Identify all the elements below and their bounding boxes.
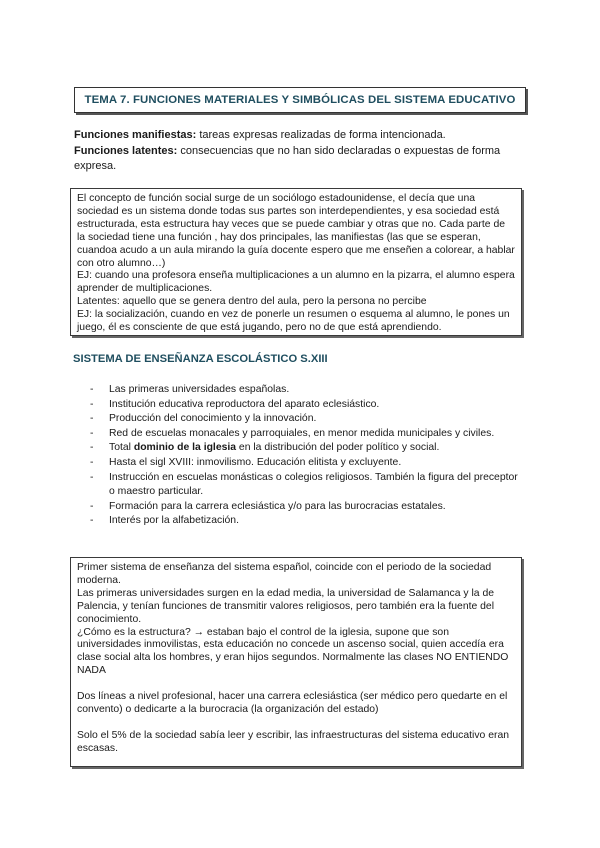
emphasis: dominio de la iglesia (133, 442, 237, 454)
list-item: - Producción del conocimiento y la innovación. (90, 412, 520, 427)
paragraph-gap (77, 678, 515, 691)
box-paragraph: Primer sistema de enseñanza del sistema español, coincide con el periodo de la sociedad moderna. (77, 562, 492, 586)
box-paragraph: El concepto de función social surge de un sociólogo estadounidense, el decía que una sociedad es un sistema donde todas sus partes son interdependientes, y esa sociedad está estructurada, esta estructura hay veces que se puede cambiar y otras que no. Cada parte de la sociedad tiene una función , hay dos principales, las manifiestas (las que se esperan, cuandoa acudo a un aula mirando la guía docente espero que me enseñen a colorear, a hablar con otro alumno…) (77, 193, 515, 269)
section-title: SISTEMA DE ENSEÑANZA ESCOLÁSTICO S.XIII (73, 353, 328, 365)
box-paragraph: Solo el 5% de la sociedad sabía leer y escribir, las infraestructuras del sistema educativo eran escasas. (77, 729, 510, 754)
list-dash: - (90, 515, 94, 527)
box-paragraph: Las primeras universidades surgen en la edad media, la universidad de Salamanca y la de Palencia, y tenían funciones de transmitir valores religiosos, pero también era la fuente del conocimiento. (77, 587, 495, 625)
list-item: - Interés por la alfabetización. (90, 514, 520, 529)
spanish-system-box (70, 557, 522, 767)
definitions (74, 128, 534, 175)
list-item: - Formación para la carrera eclesiástica y/o para las burocracias estatales. (90, 500, 520, 515)
list-dash: - (90, 413, 94, 425)
list-dash: - (90, 456, 94, 468)
list-dash: - (90, 500, 94, 512)
list-item: - Hasta el sigl XVIII: inmovilismo. Educación elitista y excluyente. (90, 456, 520, 471)
box-paragraph: Dos líneas a nivel profesional, hacer una carrera eclesiástica (ser médico pero quedarte en el convento) o dedicarte a la burocracia (la organización del estado) (77, 691, 508, 715)
list-item: - Las primeras universidades españolas. (90, 383, 520, 398)
definition-term: Funciones latentes: (74, 144, 178, 157)
list-item: - Total dominio de la iglesia en la distribución del poder político y social. (90, 441, 520, 456)
list-dash: - (90, 442, 94, 454)
list-dash: - (90, 471, 94, 483)
function-concept-box (70, 188, 522, 336)
definition-manifiestas (74, 128, 534, 144)
list-item: - Red de escuelas monacales y parroquiales, en menor medida municipales y civiles. (90, 427, 520, 442)
list-dash: - (90, 427, 94, 439)
paragraph-gap (77, 717, 515, 730)
page-title: TEMA 7. FUNCIONES MATERIALES Y SIMBÓLICAS DEL SISTEMA EDUCATIVO (74, 87, 526, 113)
definition-term: Funciones manifiestas: (74, 129, 197, 141)
definition-text: tareas expresas realizadas de forma intencionada. (196, 129, 446, 141)
list-dash: - (90, 398, 94, 410)
box-paragraph: ¿Cómo es la estructura? → estaban bajo el control de la iglesia, supone que son universidades inmovilistas, esta educación no concede un ascenso social, quien accedía era clase social alta los hombres, y eran hijos segundos. Normalmente las clases NO ENTIENDO NADA (77, 626, 509, 677)
definition-text: consecuencias que no han sido declaradas o expuestas de forma expresa. (74, 144, 501, 172)
list-dash: - (90, 384, 94, 395)
box-paragraph: EJ: cuando una profesora enseña multiplicaciones a un alumno en la pizarra, el alumno espera aprender de multiplicaciones. (77, 270, 515, 295)
list-item: - Institución educativa reproductora del aparato eclesiástico. (90, 398, 520, 413)
scholastic-features-list (90, 383, 520, 529)
definition-latentes (74, 144, 534, 175)
box-paragraph: EJ: la socialización, cuando en vez de ponerle un resumen o esquema al alumno, le pones un juego, él es consciente de que está jugando, pero no de que está aprendiendo. (77, 309, 510, 334)
box-paragraph: Latentes: aquello que se genera dentro del aula, pero la persona no percibe (77, 296, 427, 308)
list-item: - Instrucción en escuelas monásticas o colegios religiosos. También la figura del preceptor o maestro particular. (90, 471, 518, 498)
